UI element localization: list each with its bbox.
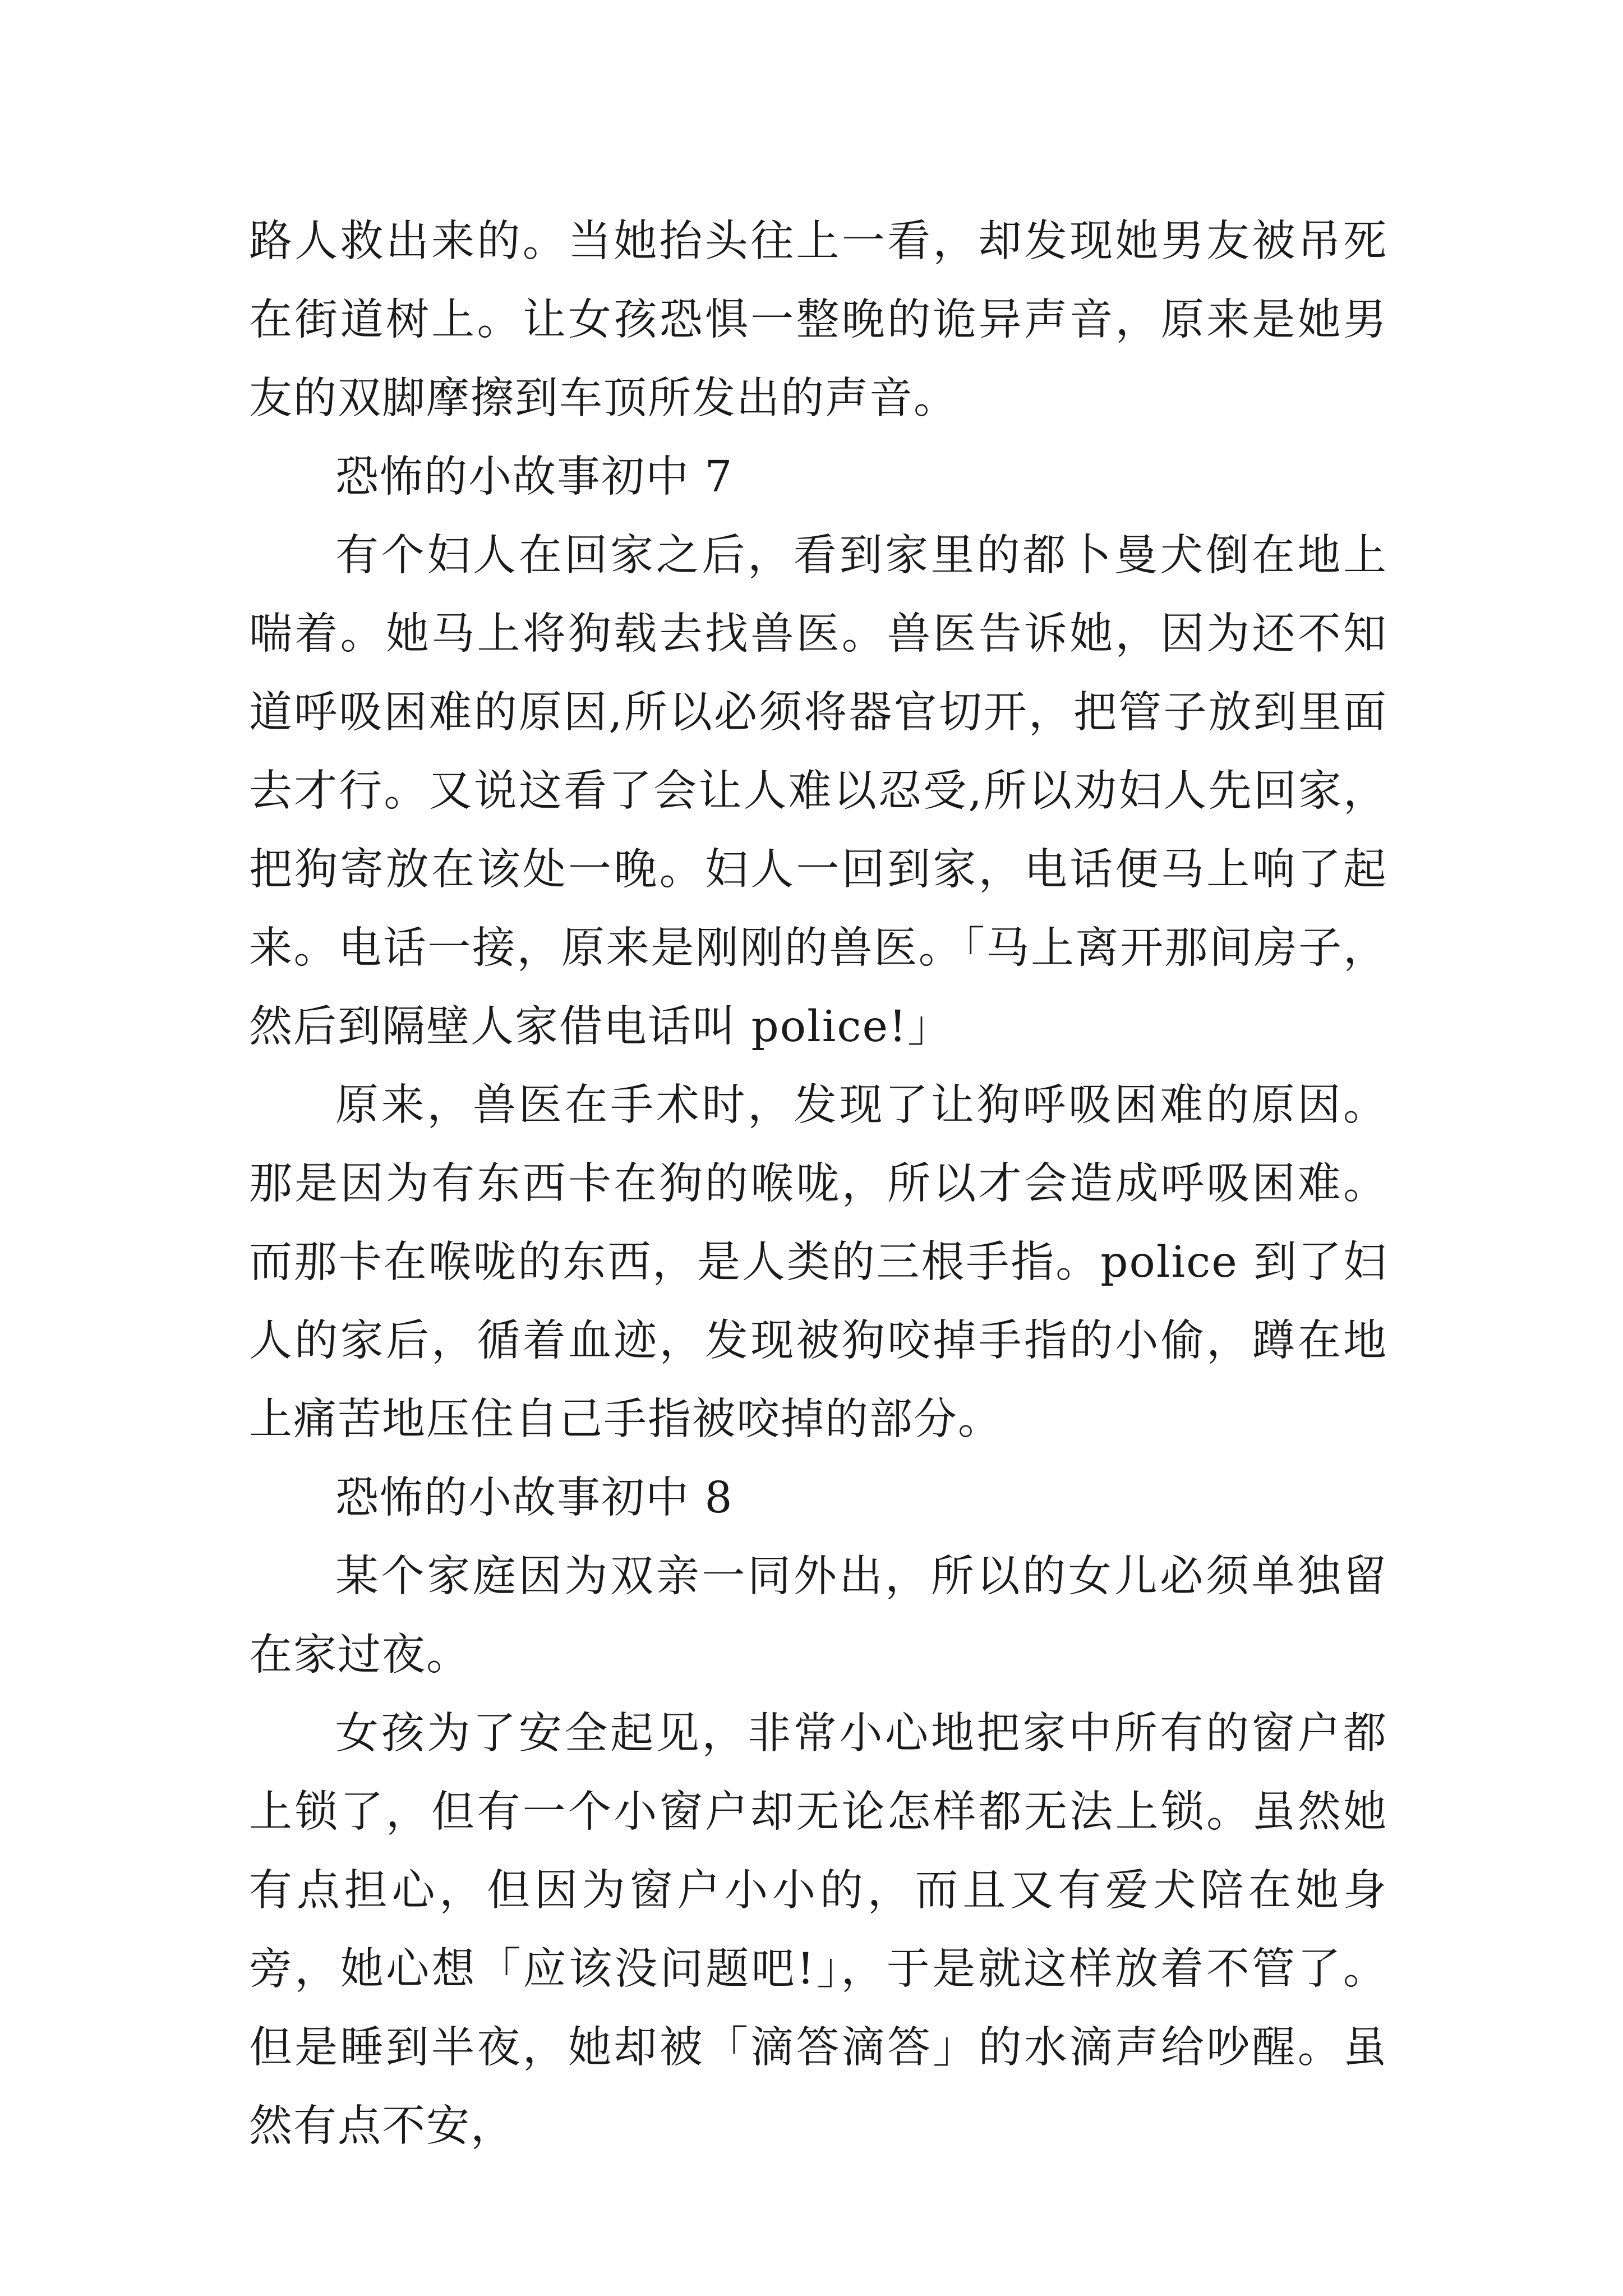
paragraph-story8-part1: 某个家庭因为双亲一同外出，所以的女儿必须单独留在家过夜。 bbox=[249, 1552, 1387, 1680]
paragraph-story7-part2: 原来，兽医在手术时，发现了让狗呼吸困难的原因。那是因为有东西卡在狗的喉咙，所以才会造成呼吸困难。而那卡在喉咙的东西，是人类的三根手指。police 到了妇人的家后，循着血迹，发现被狗咬掉手指的小偷，蹲在地上痛苦地压住自己手指被咬掉的部分。 bbox=[249, 1080, 1387, 1444]
paragraph-story7-part1: 有个妇人在回家之后，看到家里的都卜曼犬倒在地上喘着。她马上将狗载去找兽医。兽医告诉她，因为还不知道呼吸困难的原因,所以必须将器官切开，把管子放到里面去才行。又说这看了会让人难以忍受,所以劝妇人先回家，把狗寄放在该处一晚。妇人一回到家，电话便马上响了起来。电话一接，原来是刚刚的兽医。「马上离开那间房子，然后到隔壁人家借电话叫 police!」 bbox=[249, 531, 1387, 1052]
story-heading-8: 恐怖的小故事初中 8 bbox=[335, 1473, 734, 1523]
document-body bbox=[249, 203, 1387, 2166]
paragraph-continued: 路人救出来的。当她抬头往上一看，却发现她男友被吊死在街道树上。让女孩恐惧一整晚的诡异声音，原来是她男友的双脚摩擦到车顶所发出的声音。 bbox=[249, 217, 1387, 424]
paragraph-story8-part2: 女孩为了安全起见，非常小心地把家中所有的窗户都上锁了，但有一个小窗户却无论怎样都无法上锁。虽然她有点担心，但因为窗户小小的，而且又有爱犬陪在她身旁，她心想「应该没问题吧!」，于是就这样放着不管了。但是睡到半夜，她却被「滴答滴答」的水滴声给吵醒。虽然有点不安， bbox=[249, 1709, 1387, 2151]
story-heading-7: 恐怖的小故事初中 7 bbox=[335, 452, 734, 502]
